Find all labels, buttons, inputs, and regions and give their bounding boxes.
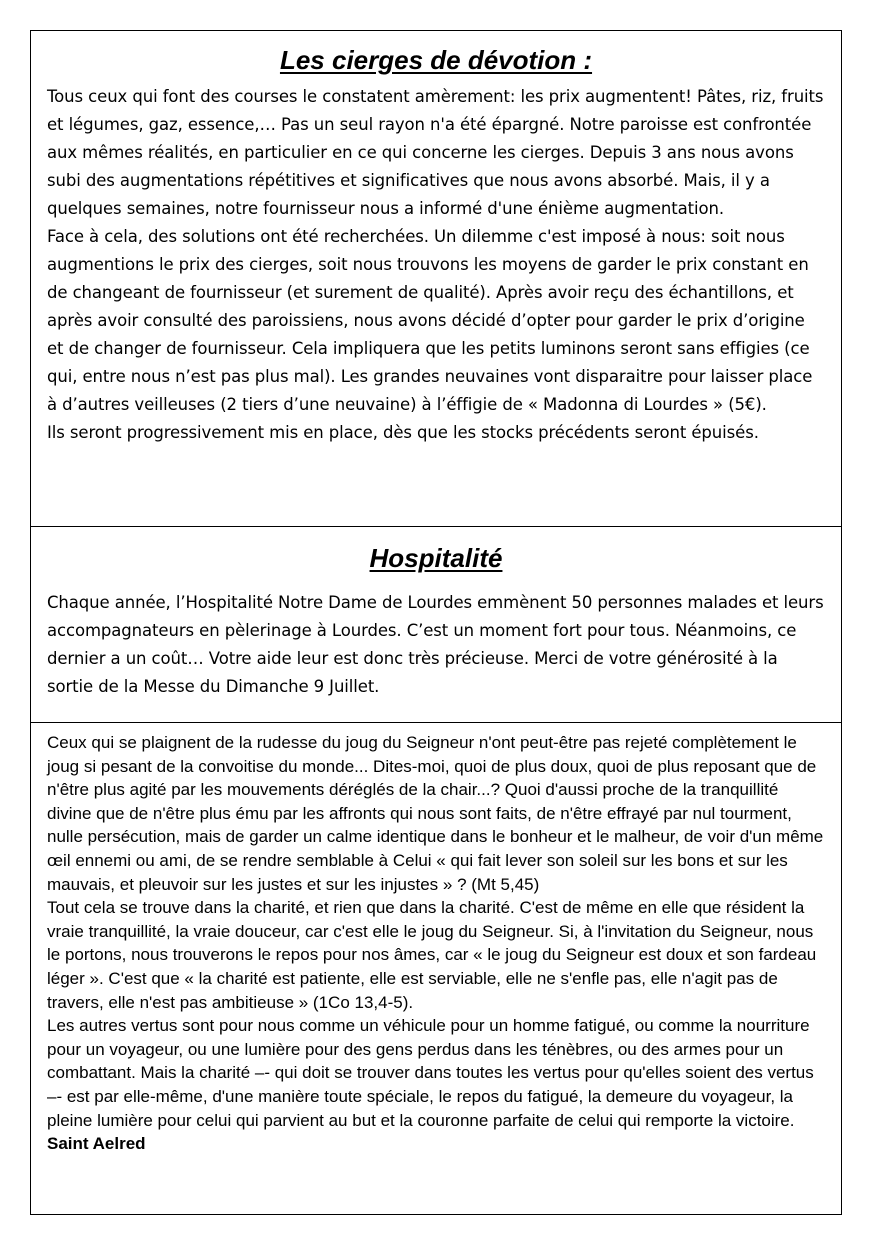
author-signature: Saint Aelred (47, 1134, 146, 1154)
meditation-text: Les autres vertus sont pour nous comme un véhicule pour un homme fatigué, ou comme la nourriture pour un voyageur, ou une lumière pour des gens perdus dans les ténèbres, ou des armes pour un combattant. Mais la charité –- qui doit se trouver dans toutes les vertus pour qu'elles soient des vertus –- est par elle-même, d'une manière toute spéciale, le repos du fatigué, la demeure du voyageur, la pleine lumière pour celui qui parvient au but et la couronne parfaite de celui qui remporte la victoire. (47, 1016, 814, 1130)
candles-paragraph: Tous ceux qui font des courses le constatent amèrement: les prix augmentent! Pâtes, riz, fruits et légumes, gaz, essence,… Pas un seul rayon n'a été épargné. Notre paroisse est confrontée aux mêmes réalités, en particulier en ce qui concerne les cierges. Depuis 3 ans nous avons subi des augmentations répétitives et significatives que nous avons absorbé. Mais, il y a quelques semaines, notre fournisseur nous a informé d'une énième augmentation. (47, 87, 824, 218)
hospitality-paragraph: Chaque année, l’Hospitalité Notre Dame de Lourdes emmènent 50 personnes malades et leurs accompagnateurs en pèlerinage à Lourdes. C’est un moment fort pour tous. Néanmoins, ce dernier a un coût… Votre aide leur est donc très précieuse. Merci de votre générosité à la sortie de la Messe du Dimanche 9 Juillet. (47, 593, 824, 696)
candles-section (31, 31, 841, 526)
candles-paragraph: Ils seront progressivement mis en place, dès que les stocks précédents seront épuisés. (47, 423, 759, 442)
meditation-section (31, 723, 841, 1156)
bulletin-frame (30, 30, 842, 1215)
candles-paragraph: Face à cela, des solutions ont été recherchées. Un dilemme c'est imposé à nous: soit nous augmentions le prix des cierges, soit nous trouvons les moyens de garder le prix constant en de changeant de fournisseur (et surement de qualité). Après avoir reçu des échantillons, et après avoir consulté des paroissiens, nous avons décidé d’opter pour garder le prix d’origine et de changer de fournisseur. Cela impliquera que les petits luminons seront sans effigies (ce qui, entre nous n’est pas plus mal). Les grandes neuvaines vont disparaitre pour laisser place à d’autres veilleuses (2 tiers d’une neuvaine) à l’éffigie de « Madonna di Lourdes » (5€). (47, 227, 813, 414)
meditation-paragraph: Tout cela se trouve dans la charité, et rien que dans la charité. C'est de même en elle que résident la vraie tranquillité, la vraie douceur, car c'est elle le joug du Seigneur. Si, à l'invitation du Seigneur, nous le portons, nous trouverons le repos pour nos âmes, car « le joug du Seigneur est doux et son fardeau léger ». C'est que « la charité est patiente, elle est serviable, elle ne s'enfle pas, elle n'agit pas de travers, elle n'est pas ambitieuse » (1Co 13,4-5). (47, 898, 817, 1012)
hospitality-section (31, 527, 841, 722)
meditation-paragraph (47, 1014, 825, 1156)
candles-title: Les cierges de dévotion : (279, 45, 593, 75)
hospitality-title: Hospitalité (369, 543, 503, 573)
meditation-paragraph: Ceux qui se plaignent de la rudesse du joug du Seigneur n'ont peut-être pas rejeté complètement le joug si pesant de la convoitise du monde... Dites-moi, quoi de plus doux, quoi de plus reposant que de n'être plus agité par les mouvements déréglés de la chair...? Quoi d'aussi proche de la tranquillité divine que de n'être plus ému par les affronts qui nous sont faits, de n'être effrayé par nul tourment, nulle persécution, mais de garder un calme identique dans le bonheur et le malheur, de voir d'un même œil ennemi ou ami, de se rendre semblable à Celui « qui fait lever son soleil sur les bons et sur les mauvais, et pleuvoir sur les justes et sur les injustes » ? (Mt 5,45) (47, 733, 824, 894)
